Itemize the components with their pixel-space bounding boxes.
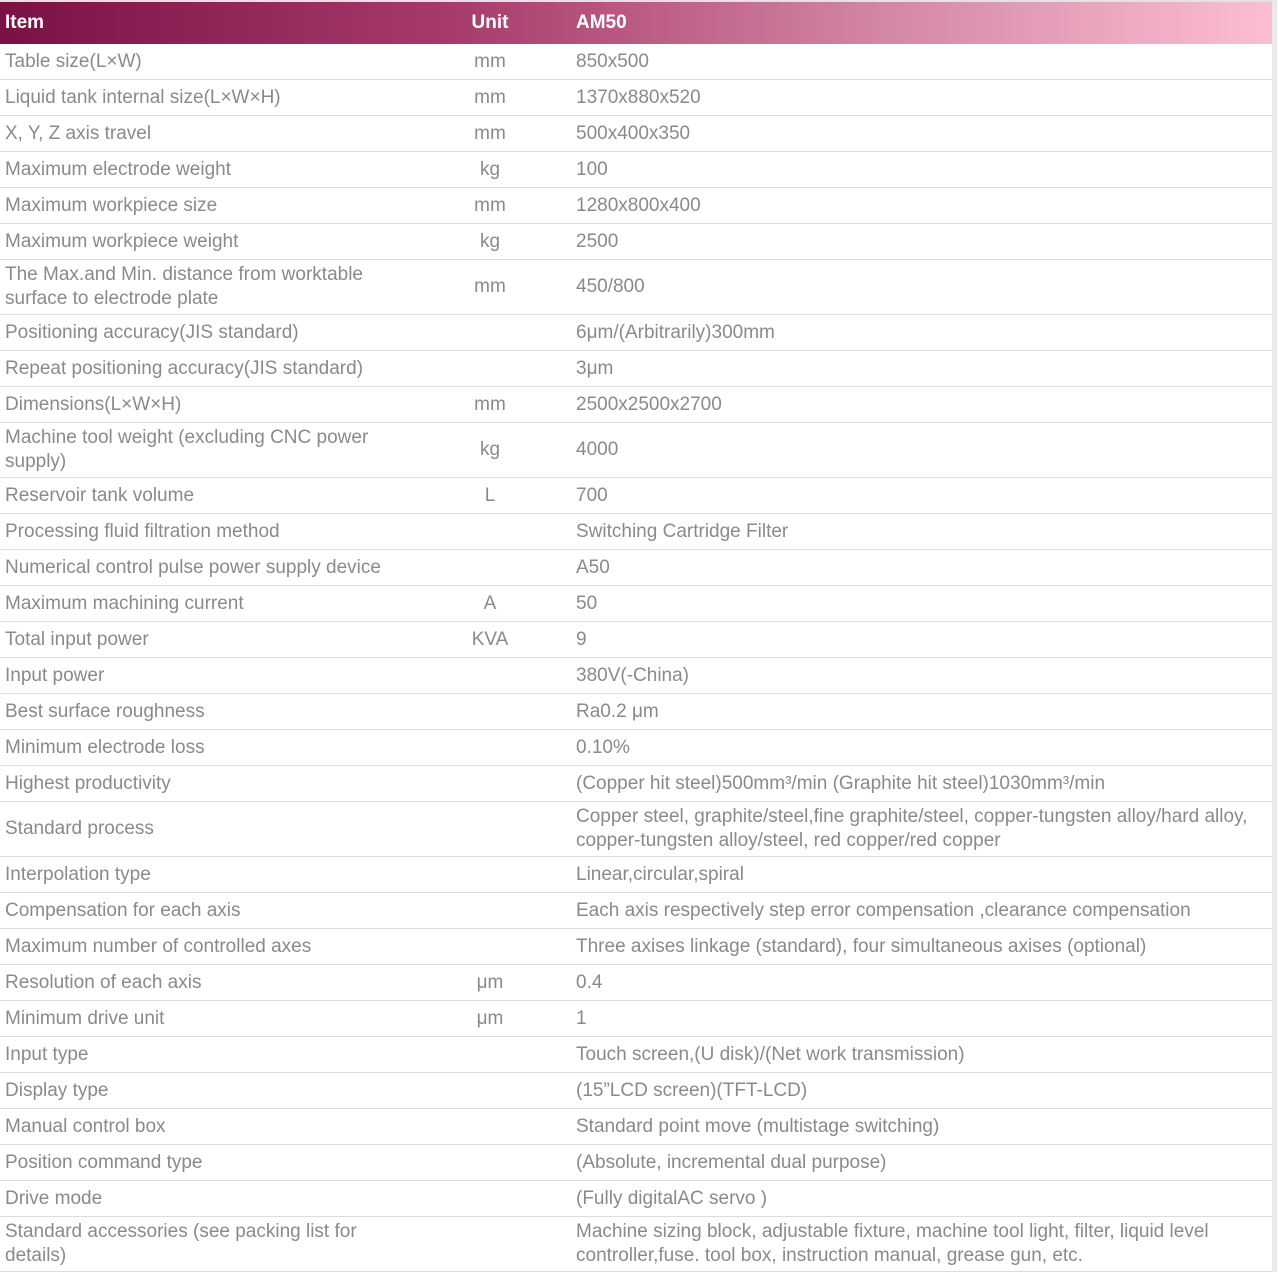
table-row — [0, 929, 1272, 965]
spec-unit-cell: KVA — [471, 628, 509, 650]
spec-value-cell: Copper steel, graphite/steel,fine graphite/steel, copper-tungsten alloy/hard alloy, copper-tungsten alloy/steel, red copper/red copper — [576, 806, 1248, 851]
spec-unit-cell: mm — [474, 393, 506, 415]
spec-value-cell: 0.4 — [576, 971, 603, 993]
spec-item-cell: Numerical control pulse power supply device — [5, 556, 381, 578]
table-row — [0, 260, 1272, 315]
spec-unit-cell: μm — [476, 1007, 504, 1029]
spec-value-cell: 100 — [576, 158, 608, 180]
spec-value-cell: 2500x2500x2700 — [576, 393, 722, 415]
spec-unit-cell: mm — [474, 122, 506, 144]
table-row — [0, 694, 1272, 730]
spec-unit-cell: kg — [479, 158, 501, 180]
spec-value-cell: (Absolute, incremental dual purpose) — [576, 1151, 887, 1173]
spec-item-cell: Reservoir tank volume — [5, 484, 195, 506]
spec-unit-cell — [440, 944, 540, 950]
spec-value-cell: (15”LCD screen)(TFT-LCD) — [576, 1079, 808, 1101]
spec-item-cell: Compensation for each axis — [5, 899, 241, 921]
spec-unit-cell — [440, 565, 540, 571]
spec-item-cell: Input type — [5, 1043, 89, 1065]
spec-value-cell: Machine sizing block, adjustable fixture, machine tool light, filter, liquid level controller,fuse. tool box, instruction manual, grease gun, etc. — [576, 1221, 1209, 1266]
spec-unit-cell: A — [483, 592, 497, 614]
spec-unit-cell: kg — [479, 230, 501, 252]
spec-value-cell: 500x400x350 — [576, 122, 691, 144]
spec-unit-cell — [440, 745, 540, 751]
spec-value-cell: 0.10% — [576, 736, 630, 758]
spec-unit-cell — [440, 709, 540, 715]
table-row — [0, 1145, 1272, 1181]
table-row — [0, 658, 1272, 694]
table-row — [0, 188, 1272, 224]
header-unit-label: Unit — [471, 12, 509, 33]
table-row — [0, 586, 1272, 622]
spec-value-cell: A50 — [576, 556, 610, 578]
table-row — [0, 766, 1272, 802]
spec-unit-cell — [440, 781, 540, 787]
table-row — [0, 351, 1272, 387]
spec-item-cell: Maximum number of controlled axes — [5, 935, 312, 957]
spec-value-cell: 6μm/(Arbitrarily)300mm — [576, 321, 775, 343]
spec-value-cell: Ra0.2 μm — [576, 700, 659, 722]
spec-value-cell: 450/800 — [576, 276, 645, 297]
table-row — [0, 1109, 1272, 1145]
spec-value-cell: (Fully digitalAC servo ) — [576, 1187, 768, 1209]
spec-unit-cell — [440, 826, 540, 832]
spec-value-cell: 380V(-China) — [576, 664, 689, 686]
table-row — [0, 224, 1272, 260]
spec-item-cell: Minimum electrode loss — [5, 736, 205, 758]
spec-value-cell: (Copper hit steel)500mm³/min (Graphite hit steel)1030mm³/min — [576, 772, 1106, 794]
table-header-row — [0, 2, 1272, 44]
spec-value-cell: 1280x800x400 — [576, 194, 701, 216]
spec-unit-cell — [440, 1160, 540, 1166]
spec-item-cell: Processing fluid filtration method — [5, 520, 280, 542]
spec-item-cell: Resolution of each axis — [5, 971, 202, 993]
table-row — [0, 730, 1272, 766]
spec-item-cell: Minimum drive unit — [5, 1007, 165, 1029]
spec-value-cell: 3μm — [576, 357, 614, 379]
spec-value-cell: 4000 — [576, 439, 619, 460]
spec-item-cell: Position command type — [5, 1151, 203, 1173]
spec-item-cell: Standard accessories (see packing list for details) — [5, 1221, 357, 1266]
spec-item-cell: Standard process — [5, 818, 154, 839]
spec-unit-cell — [440, 1088, 540, 1094]
spec-unit-cell: mm — [474, 86, 506, 108]
spec-value-cell: Touch screen,(U disk)/(Net work transmission) — [576, 1043, 965, 1065]
spec-unit-cell — [440, 872, 540, 878]
spec-unit-cell — [440, 330, 540, 336]
spec-unit-cell — [440, 366, 540, 372]
spec-value-cell: Switching Cartridge Filter — [576, 520, 789, 542]
spec-unit-cell — [440, 529, 540, 535]
table-row — [0, 315, 1272, 351]
spec-item-cell: The Max.and Min. distance from worktable surface to electrode plate — [5, 264, 363, 309]
spec-unit-cell — [440, 1052, 540, 1058]
spec-item-cell: Drive mode — [5, 1187, 103, 1209]
table-row — [0, 478, 1272, 514]
spec-unit-cell: mm — [474, 194, 506, 216]
spec-item-cell: Table size(L×W) — [5, 50, 142, 72]
table-row — [0, 965, 1272, 1001]
spec-item-cell: Maximum workpiece size — [5, 194, 218, 216]
spec-item-cell: Liquid tank internal size(L×W×H) — [5, 86, 281, 108]
spec-unit-cell: mm — [474, 50, 506, 72]
spec-item-cell: Repeat positioning accuracy(JIS standard) — [5, 357, 364, 379]
spec-unit-cell — [440, 1124, 540, 1130]
spec-value-cell: 700 — [576, 484, 608, 506]
table-row — [0, 1037, 1272, 1073]
spec-value-cell: 850x500 — [576, 50, 649, 72]
spec-unit-cell — [440, 908, 540, 914]
spec-item-cell: Maximum workpiece weight — [5, 230, 239, 252]
spec-value-cell: Three axises linkage (standard), four simultaneous axises (optional) — [576, 935, 1147, 957]
table-row — [0, 1073, 1272, 1109]
spec-item-cell: Highest productivity — [5, 772, 171, 794]
spec-value-cell: Linear,circular,spiral — [576, 863, 744, 885]
table-row — [0, 622, 1272, 658]
table-row — [0, 514, 1272, 550]
spec-unit-cell: μm — [476, 971, 504, 993]
spec-item-cell: Dimensions(L×W×H) — [5, 393, 182, 415]
table-row — [0, 1001, 1272, 1037]
table-row — [0, 802, 1272, 857]
table-row — [0, 152, 1272, 188]
spec-unit-cell: L — [484, 484, 496, 506]
spec-item-cell: Manual control box — [5, 1115, 166, 1137]
spec-item-cell: Best surface roughness — [5, 700, 205, 722]
spec-item-cell: Display type — [5, 1079, 109, 1101]
spec-value-cell: 1 — [576, 1007, 587, 1029]
spec-item-cell: Machine tool weight (excluding CNC power supply) — [5, 427, 369, 472]
spec-item-cell: X, Y, Z axis travel — [5, 122, 152, 144]
spec-item-cell: Interpolation type — [5, 863, 151, 885]
spec-value-cell: 1370x880x520 — [576, 86, 701, 108]
table-row — [0, 1217, 1272, 1272]
spec-unit-cell: mm — [474, 276, 506, 297]
spec-item-cell: Maximum machining current — [5, 592, 244, 614]
spec-item-cell: Total input power — [5, 628, 149, 650]
table-row — [0, 893, 1272, 929]
table-row — [0, 1181, 1272, 1217]
spec-unit-cell — [440, 1196, 540, 1202]
table-row — [0, 857, 1272, 893]
table-body — [0, 44, 1272, 1272]
table-row — [0, 116, 1272, 152]
table-row — [0, 423, 1272, 478]
spec-value-cell: 9 — [576, 628, 587, 650]
table-row — [0, 44, 1272, 80]
spec-item-cell: Maximum electrode weight — [5, 158, 231, 180]
spec-value-cell: Each axis respectively step error compensation ,clearance compensation — [576, 899, 1191, 921]
spec-item-cell: Positioning accuracy(JIS standard) — [5, 321, 299, 343]
spec-value-cell: 50 — [576, 592, 598, 614]
table-row — [0, 80, 1272, 116]
spec-unit-cell — [440, 673, 540, 679]
spec-value-cell: Standard point move (multistage switching) — [576, 1115, 940, 1137]
spec-unit-cell — [440, 1241, 540, 1247]
header-model-label: AM50 — [576, 12, 627, 33]
table-row — [0, 550, 1272, 586]
spec-unit-cell: kg — [479, 439, 501, 460]
header-item-label: Item — [5, 12, 45, 33]
spec-item-cell: Input power — [5, 664, 105, 686]
table-row — [0, 387, 1272, 423]
spec-value-cell: 2500 — [576, 230, 619, 252]
